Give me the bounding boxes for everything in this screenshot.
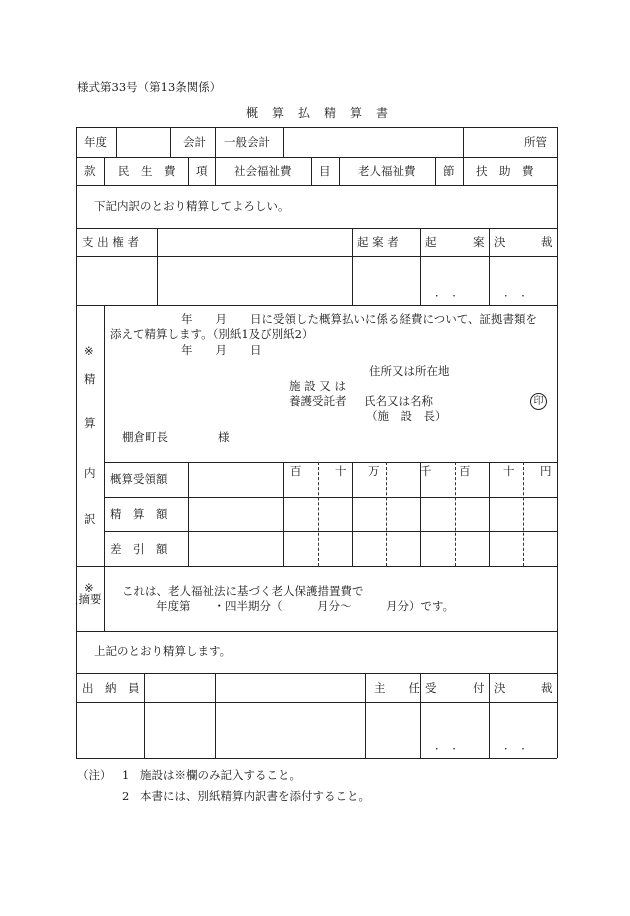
- request-text: 下記内訳のとおり精算してよろしい。: [94, 199, 290, 213]
- moku-value: 老人福祉費: [358, 164, 416, 178]
- kou-value: 社会福祉費: [234, 164, 292, 178]
- treasurer-label: 出 納 員: [82, 681, 140, 695]
- chief-label: 主 任: [374, 681, 420, 695]
- digit-unit: 円: [540, 464, 552, 478]
- form-number: 様式第33号（第13条関係）: [77, 80, 222, 94]
- digit-unit: 百: [290, 464, 302, 478]
- account-label: 会計: [183, 135, 206, 149]
- summary-line-1: これは、老人福祉法に基づく老人保護措置費で: [122, 584, 364, 598]
- address-label: 住所又は所在地: [369, 364, 450, 378]
- receive-label: 受: [425, 681, 437, 695]
- digit-unit: 万: [368, 464, 380, 478]
- seal-mark: 印: [530, 393, 547, 410]
- decision-label-2: 裁: [541, 235, 553, 249]
- page-title: 概 算 払 精 算 書: [246, 106, 390, 120]
- detail-side-char: 精: [84, 372, 96, 386]
- amount-row-label: 差 引 額: [110, 542, 168, 556]
- note-text: 本書には、別紙精算内訳書を添付すること。: [140, 789, 370, 803]
- amount-row-label: 精 算 額: [110, 507, 168, 521]
- digit-unit: 百: [459, 464, 471, 478]
- decision-label-2: 裁: [541, 681, 553, 695]
- facility-label-2: 養護受託者: [289, 394, 347, 408]
- authority-label: 支 出 権 者: [82, 235, 139, 249]
- decision-label: 決: [494, 235, 506, 249]
- draft-label-2: 案: [473, 235, 485, 249]
- summary-label: 摘要: [78, 592, 102, 606]
- summary-line-2: 年度第 ・四半期分（ 月分～ 月分）です。: [156, 599, 455, 613]
- decision-label: 決: [494, 681, 506, 695]
- head-label: （施 設 長）: [366, 409, 447, 423]
- setsu-label: 節: [443, 164, 455, 178]
- detail-date-line: 年 月 日: [181, 343, 262, 357]
- detail-side-char: 訳: [84, 512, 96, 526]
- note-number: 2: [122, 789, 130, 803]
- jurisdiction-label: 所管: [524, 135, 547, 149]
- decision-date-dots: ． ．: [504, 285, 533, 299]
- note-number: 1: [122, 768, 130, 782]
- digit-unit: 十: [503, 464, 515, 478]
- amount-row-label: 概算受領額: [110, 472, 168, 486]
- facility-label-1: 施 設 又 は: [289, 379, 346, 393]
- moku-label: 目: [319, 164, 331, 178]
- summary-mark: ※: [84, 581, 94, 595]
- kan-label: 款: [84, 164, 96, 178]
- setsu-value: 扶 助 費: [476, 164, 534, 178]
- kan-value: 民 生 費: [118, 164, 176, 178]
- detail-line-2: 添えて精算します。（別紙1及び別紙2）: [110, 327, 314, 341]
- addressee: 棚倉町長: [122, 430, 168, 444]
- fiscal-year-label: 年度: [84, 135, 107, 149]
- receive-label-2: 付: [473, 681, 485, 695]
- detail-line-1: 年 月 日に受領した概算払いに係る経費について、証拠書類を: [181, 312, 538, 326]
- digit-unit: 十: [335, 464, 347, 478]
- account-value: 一般会計: [224, 135, 270, 149]
- detail-side-char: 内: [84, 466, 96, 480]
- name-label: 氏名又は名称: [364, 394, 433, 408]
- confirm-text: 上記のとおり精算します。: [94, 644, 232, 658]
- draft-date-dots: ． ．: [435, 285, 464, 299]
- kou-label: 項: [196, 164, 208, 178]
- digit-unit: 千: [420, 464, 432, 478]
- notes-prefix: （注）: [77, 768, 112, 782]
- note-text: 施設は※欄のみ記入すること。: [140, 768, 301, 782]
- receive-date-dots: ． ．: [435, 738, 464, 752]
- draft-label: 起: [425, 235, 437, 249]
- addressee-sama: 様: [218, 430, 230, 444]
- detail-side-char: 算: [84, 416, 96, 430]
- detail-mark: ※: [84, 344, 94, 358]
- drafter-label: 起 案 者: [357, 235, 399, 249]
- decision-date-dots: ． ．: [504, 738, 533, 752]
